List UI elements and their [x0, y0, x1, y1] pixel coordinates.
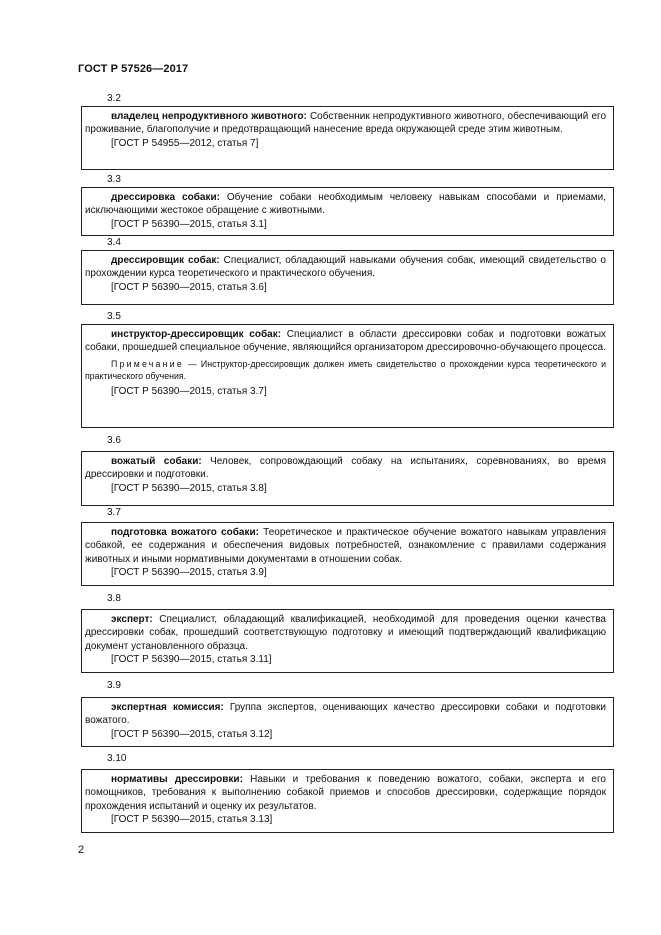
term: дрессировка собаки: [111, 192, 220, 203]
page-number: 2 [78, 844, 85, 856]
entry-number: 3.4 [107, 237, 121, 248]
term-definition [85, 110, 606, 137]
term-entry-box [81, 451, 614, 506]
term: экспертная комиссия: [111, 702, 224, 713]
note [85, 358, 606, 382]
entry-number: 3.10 [107, 753, 127, 764]
document-header: ГОСТ Р 57526—2017 [78, 63, 189, 75]
note-label: Примечание [111, 358, 184, 369]
term-entry-box [81, 609, 614, 673]
entry-number: 3.8 [107, 593, 121, 604]
entry-number: 3.5 [107, 311, 121, 322]
definition: Человек, сопровождающий собаку на испытаниях, соревнованиях, во время дрессировки и подготовки. [85, 456, 606, 481]
definition: Специалист, обладающий навыками обучения собак, имеющий свидетельство о прохождении курса теоретического и практического обучения. [85, 255, 606, 280]
term-definition [85, 191, 606, 218]
definition: Собственник непродуктивного животного, обеспечивающий его проживание, благополучие и предотвращающий нанесение вреда окружающей среде этим животным. [85, 111, 607, 136]
term: вожатый собаки: [111, 456, 202, 467]
source-reference: [ГОСТ Р 56390—2015, статья 3.11] [111, 653, 272, 665]
term-entry-box [81, 522, 614, 586]
term: дрессировщик собак: [111, 255, 220, 266]
source-reference: [ГОСТ Р 56390—2015, статья 3.7] [111, 386, 267, 397]
term: нормативы дрессировки: [111, 774, 243, 785]
term-definition [85, 526, 606, 566]
term-definition [85, 613, 606, 653]
term-entry-box [81, 106, 614, 170]
term: владелец непродуктивного животного: [111, 111, 307, 122]
definition: Специалист, обладающий квалификацией, необходимой для проведения оценки качества дрессировки собак, прошедший соответствующую подготовку и имеющий подтверждающий квалификацию документ установленного образца. [85, 614, 606, 652]
term-definition [85, 701, 606, 728]
entry-number: 3.3 [107, 174, 121, 185]
term: эксперт: [111, 614, 153, 625]
entry-number: 3.7 [107, 507, 121, 518]
entry-number: 3.6 [107, 435, 121, 446]
source-reference: [ГОСТ Р 56390—2015, статья 3.8] [111, 482, 267, 494]
term: инструктор-дрессировщик собак: [111, 329, 282, 340]
source-reference: [ГОСТ Р 56390—2015, статья 3.1] [111, 218, 267, 230]
term-entry-box [81, 187, 614, 236]
source-reference: [ГОСТ Р 56390—2015, статья 3.13] [111, 813, 273, 825]
term-definition [85, 455, 606, 482]
term-definition [85, 254, 606, 281]
term-entry-box [81, 769, 614, 833]
term-entry-box [81, 324, 614, 428]
source-reference: [ГОСТ Р 56390—2015, статья 3.6] [111, 281, 267, 293]
source-reference: [ГОСТ Р 54955—2012, статья 7] [111, 137, 259, 149]
source-reference: [ГОСТ Р 56390—2015, статья 3.12] [111, 728, 273, 740]
term-definition [85, 328, 606, 355]
definition: Теоретическое и практическое обучение вожатого навыкам управления собакой, ее содержания и обеспечения видовых потребностей, ознакомление с правилами содержания животных и иными нормативными документами в отношении собак. [85, 527, 606, 565]
definition: Навыки и требования к поведению вожатого, собаки, эксперта и его помощников, требования к выполнению собакой приемов и способов дрессировки, содержащие порядок прохождения испытаний и оценку их результатов. [85, 774, 606, 812]
definition: Специалист в области дрессировки собак и подготовки вожатых собаки, прошедшей специальное обучение, являющийся организатором дрессировочно-обучающего процесса. [85, 329, 607, 354]
term: подготовка вожатого собаки: [111, 527, 259, 538]
source-reference: [ГОСТ Р 56390—2015, статья 3.9] [111, 566, 267, 578]
definition: Группа экспертов, оценивающих качество дрессировки собаки и подготовки вожатого. [85, 702, 607, 727]
entry-number: 3.2 [107, 93, 121, 104]
term-definition [85, 773, 606, 813]
note-text: — Инструктор-дрессировщик должен иметь свидетельство о прохождении курса теоретического и практического обучения. [85, 358, 606, 381]
definition: Обучение собаки необходимым человеку навыкам способами и приемами, исключающими жестокое обращение с животными. [85, 192, 607, 217]
entry-number: 3.9 [107, 680, 121, 691]
term-entry-box [81, 250, 614, 305]
term-entry-box [81, 697, 614, 747]
